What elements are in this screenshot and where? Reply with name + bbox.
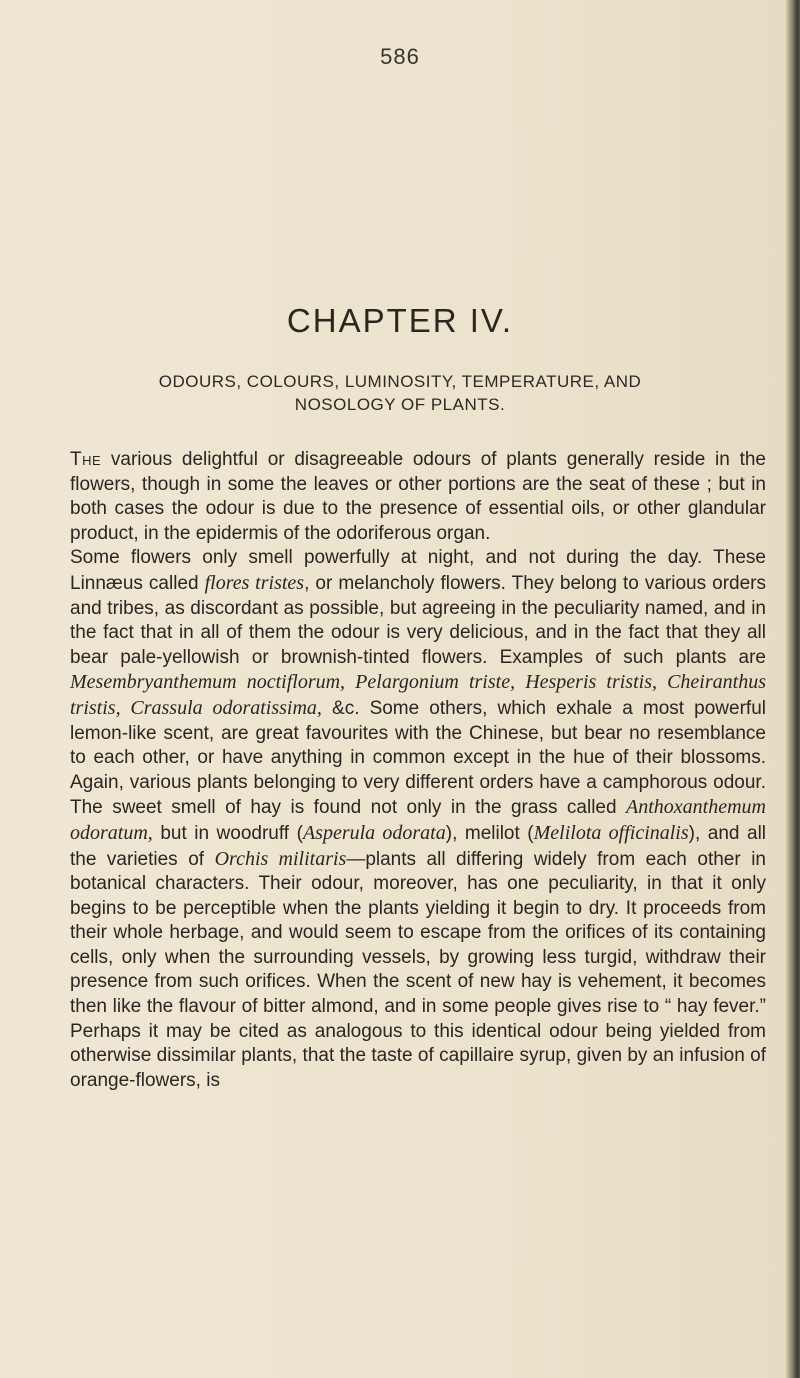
- p2-text-4: but in woodruff (: [152, 822, 303, 844]
- p2-italic-2: Mesembryanthemum noctiflorum, Pelargonium triste, Hesperis tristis, Cheiranthus tristis, Crassula odoratissima,: [70, 671, 766, 719]
- paragraph-1-text: various delightful or disagreeable odours of plants generally reside in the flowers, though in some the leaves or other portions are the seat of these ; but in both cases the odour is due to the presence of essential oils, or other glandular product, in the epidermis of the odoriferous organ.: [70, 449, 766, 544]
- paragraph-2: [70, 546, 766, 1093]
- paragraph-1: [70, 448, 766, 546]
- body-text: [70, 448, 766, 1093]
- p2-italic-1: flores tristes: [204, 571, 305, 594]
- p2-text-2: , or melancholy flowers. They belong to various orders and tribes, as discordant as possible, but agreeing in the peculiarity named, and in the fact that in all of them the odour is very delicious, and in the fact that they all bear pale-yellowish or brownish-tinted flowers. Examples of such plants are: [70, 572, 766, 668]
- p2-text-6: ), and all the varieties of: [70, 822, 767, 870]
- p2-text-5: ), melilot (: [445, 822, 534, 844]
- p2-text-3: &c. Some others, which exhale a most powerful lemon-like scent, are great favourites with the Chinese, but bear no resemblance to each other, or have anything in common except in the hue of their blossoms. Again, various plants belonging to very different orders have a camphorous odour. The sweet smell of hay is found not only in the grass called: [70, 697, 766, 819]
- paragraph-lead-word: The: [70, 449, 102, 470]
- p2-text-1: Some flowers only smell powerfully at night, and not during the day. These Linnæus called: [70, 547, 766, 594]
- p2-italic-3: Anthoxanthemum odoratum,: [70, 796, 766, 844]
- chapter-subtitle: [150, 370, 650, 416]
- subtitle-line-2: NOSOLOGY OF PLANTS.: [294, 395, 506, 414]
- page-number: 586: [380, 44, 420, 69]
- p2-text-7: —plants all differing widely from each other in botanical characters. Their odour, moreover, has one peculiarity, in that it only begins to be perceptible when the plants yielding it begin to dry. It proceeds from their whole herbage, and would seem to escape from the orifices of its containing cells, only when the surrounding vessels, by growing less turgid, withdraw their presence from such orifices. When the scent of new hay is vehement, it becomes then like the flavour of bitter almond, and in some people gives rise to “ hay fever.” Perhaps it may be cited as analogous to this identical odour being yielded from otherwise dissimilar plants, that the taste of capillaire syrup, given by an infusion of orange-flowers, is: [70, 848, 766, 1091]
- p2-italic-6: Orchis militaris: [214, 847, 347, 870]
- subtitle-line-1: ODOURS, COLOURS, LUMINOSITY, TEMPERATURE, AND: [158, 372, 642, 391]
- book-spine-shadow: [786, 0, 800, 1378]
- p2-italic-5: Melilota officinalis: [533, 821, 689, 844]
- chapter-title: CHAPTER IV.: [286, 302, 514, 339]
- p2-italic-4: Asperula odorata: [302, 821, 446, 844]
